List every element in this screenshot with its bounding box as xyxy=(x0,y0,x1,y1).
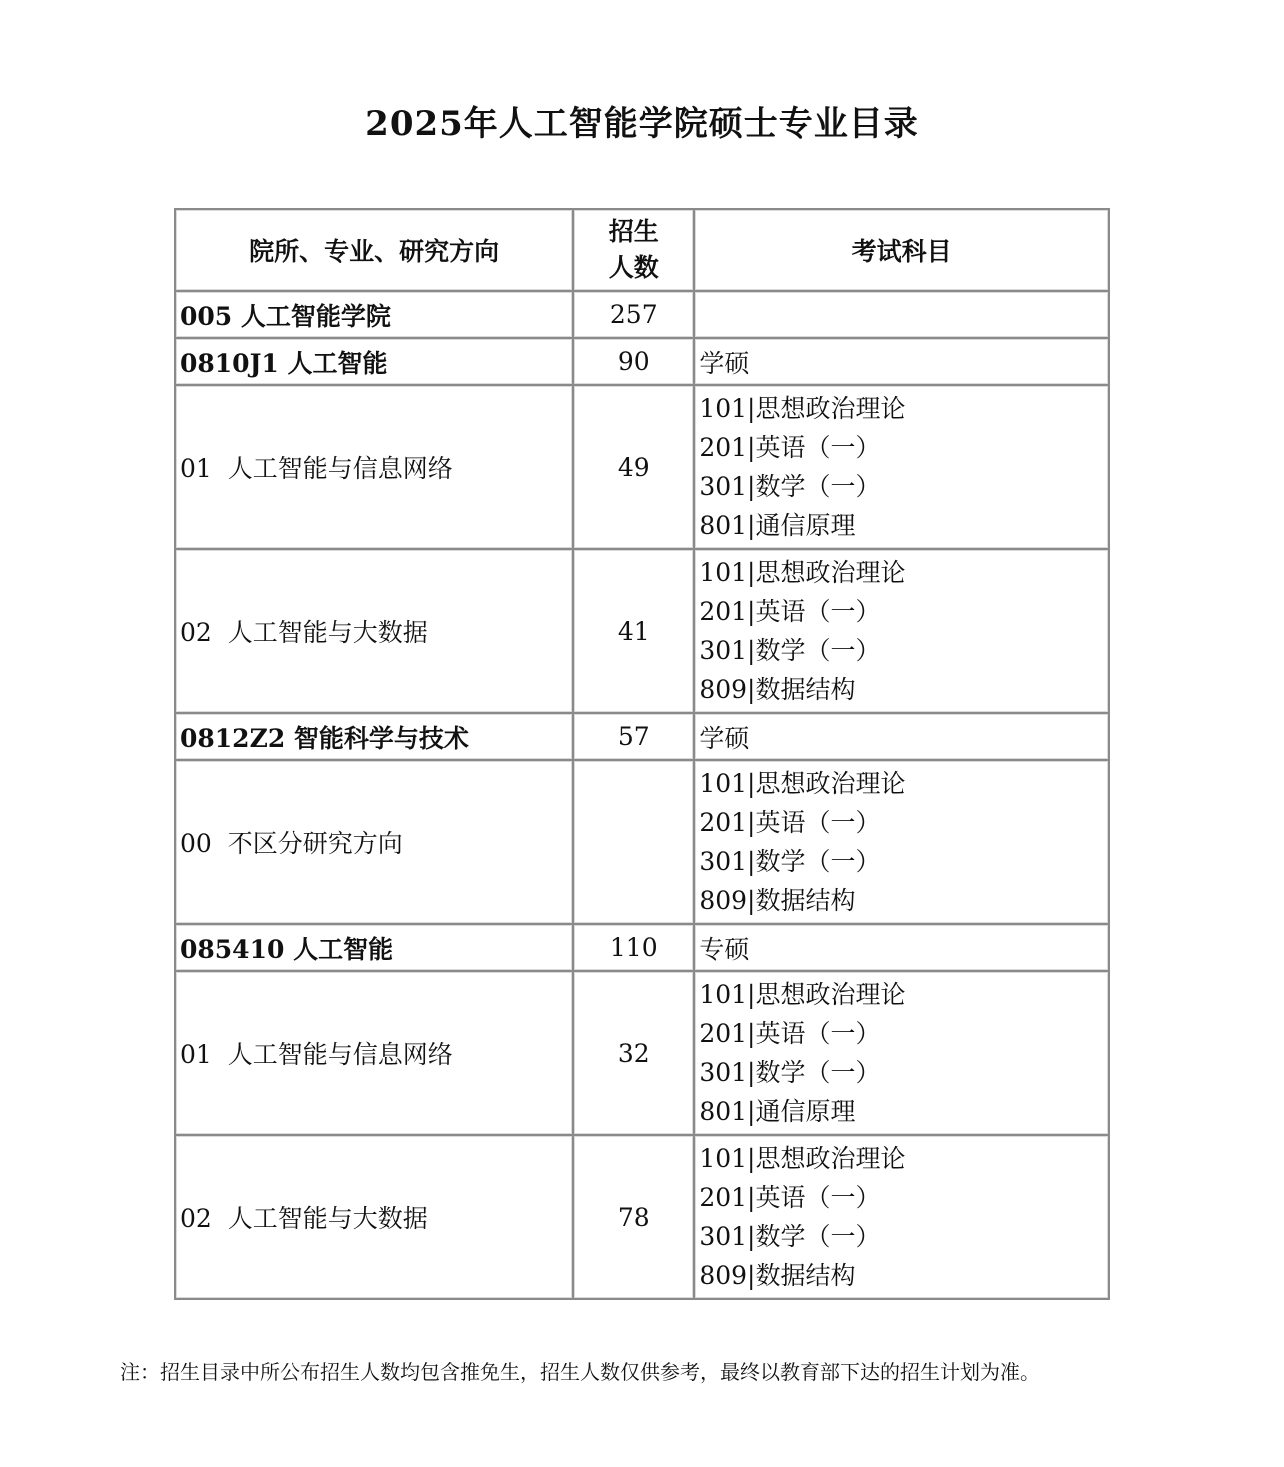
header-enrollment-line1: 招生 xyxy=(608,217,659,246)
exam-subject: 201|英语（一） xyxy=(699,1183,881,1212)
enrollment-count: 257 xyxy=(573,291,694,338)
header-row xyxy=(175,209,1109,291)
program-name: 0810J1 人工智能 xyxy=(175,338,573,385)
exam-subject: 801|通信原理 xyxy=(699,1097,856,1126)
table-row xyxy=(175,1135,1109,1299)
exam-subjects xyxy=(694,549,1109,713)
exam-subject: 809|数据结构 xyxy=(699,1261,856,1290)
exam-subject: 101|思想政治理论 xyxy=(699,394,906,423)
table-row xyxy=(175,549,1109,713)
exam-subject: 101|思想政治理论 xyxy=(699,980,906,1009)
exam-subject: 101|思想政治理论 xyxy=(699,1144,906,1173)
header-enrollment xyxy=(573,209,694,291)
degree-type xyxy=(694,291,1109,338)
enrollment-count: 41 xyxy=(573,549,694,713)
exam-subject: 201|英语（一） xyxy=(699,808,881,837)
exam-subjects xyxy=(694,971,1109,1135)
exam-subjects xyxy=(694,760,1109,924)
enrollment-count: 90 xyxy=(573,338,694,385)
enrollment-count: 32 xyxy=(573,971,694,1135)
exam-subjects xyxy=(694,385,1109,549)
table-row xyxy=(175,713,1109,760)
program-name: 0812Z2 智能科学与技术 xyxy=(175,713,573,760)
direction-name: 02 人工智能与大数据 xyxy=(175,549,573,713)
enrollment-count: 78 xyxy=(573,1135,694,1299)
exam-subject: 809|数据结构 xyxy=(699,886,856,915)
program-name: 005 人工智能学院 xyxy=(175,291,573,338)
exam-subject: 801|通信原理 xyxy=(699,511,856,540)
exam-subject: 301|数学（一） xyxy=(699,472,881,501)
degree-type: 学硕 xyxy=(694,713,1109,760)
exam-subject: 301|数学（一） xyxy=(699,847,881,876)
exam-subject: 101|思想政治理论 xyxy=(699,558,906,587)
exam-subject: 201|英语（一） xyxy=(699,1019,881,1048)
exam-subject: 301|数学（一） xyxy=(699,1222,881,1251)
exam-subject: 809|数据结构 xyxy=(699,675,856,704)
enrollment-count: 110 xyxy=(573,924,694,971)
direction-name: 01 人工智能与信息网络 xyxy=(175,385,573,549)
degree-type: 专硕 xyxy=(694,924,1109,971)
program-name: 085410 人工智能 xyxy=(175,924,573,971)
table-row xyxy=(175,760,1109,924)
table-row xyxy=(175,385,1109,549)
header-exam-subjects: 考试科目 xyxy=(694,209,1109,291)
exam-subject: 101|思想政治理论 xyxy=(699,769,906,798)
table-row xyxy=(175,291,1109,338)
degree-type: 学硕 xyxy=(694,338,1109,385)
header-program: 院所、专业、研究方向 xyxy=(175,209,573,291)
direction-name: 02 人工智能与大数据 xyxy=(175,1135,573,1299)
catalog-table xyxy=(174,208,1110,1300)
table-row xyxy=(175,338,1109,385)
exam-subject: 201|英语（一） xyxy=(699,597,881,626)
direction-name: 00 不区分研究方向 xyxy=(175,760,573,924)
direction-name: 01 人工智能与信息网络 xyxy=(175,971,573,1135)
page-title: 2025年人工智能学院硕士专业目录 xyxy=(365,104,919,144)
footnote: 注：招生目录中所公布招生人数均包含推免生，招生人数仅供参考，最终以教育部下达的招生计划为准。 xyxy=(120,1360,1040,1384)
exam-subject: 201|英语（一） xyxy=(699,433,881,462)
enrollment-count xyxy=(573,760,694,924)
exam-subjects xyxy=(694,1135,1109,1299)
table-row xyxy=(175,971,1109,1135)
enrollment-count: 49 xyxy=(573,385,694,549)
exam-subject: 301|数学（一） xyxy=(699,636,881,665)
table-row xyxy=(175,924,1109,971)
header-enrollment-line2: 人数 xyxy=(608,253,659,282)
enrollment-count: 57 xyxy=(573,713,694,760)
exam-subject: 301|数学（一） xyxy=(699,1058,881,1087)
